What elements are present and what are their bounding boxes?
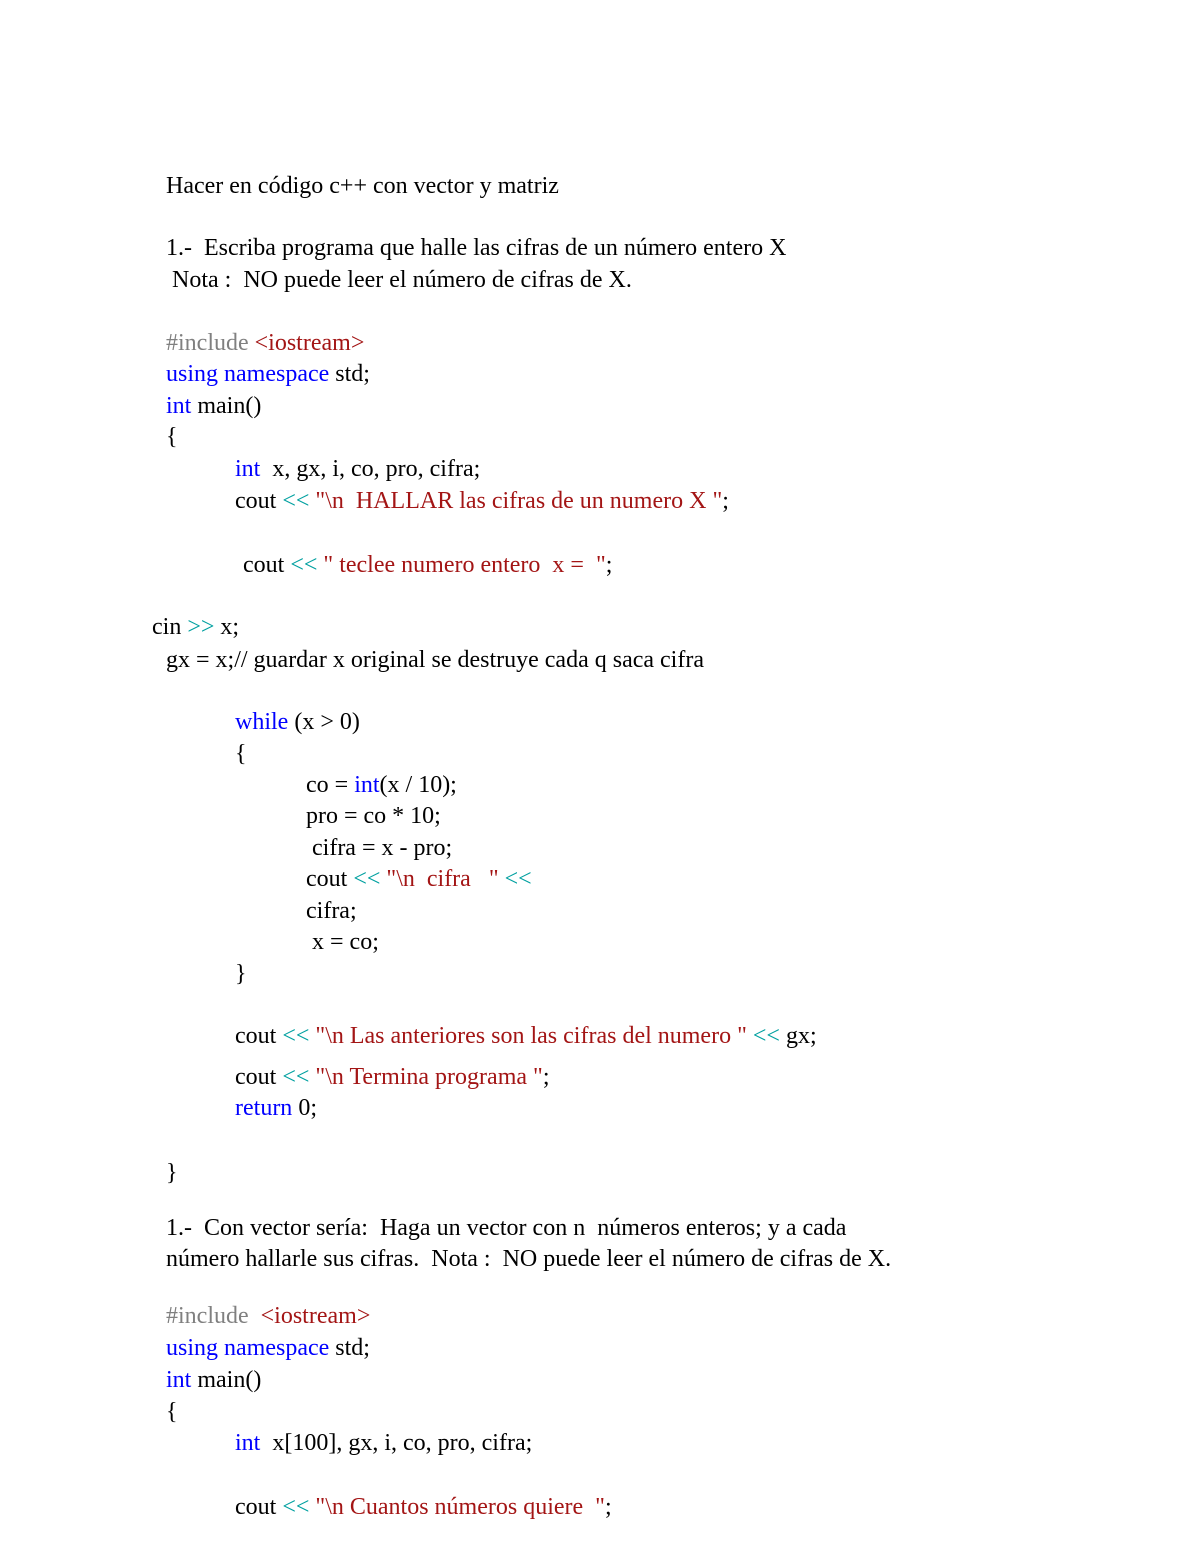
- keyword: while: [235, 709, 289, 735]
- operator: <<: [282, 1023, 310, 1049]
- code-text: (x / 10);: [379, 772, 457, 798]
- code-text: co =: [306, 772, 355, 798]
- doc-title: Hacer en código c++ con vector y matriz: [166, 173, 559, 199]
- code-line: [235, 707, 360, 737]
- code-text: main(): [191, 393, 262, 419]
- code-line: [235, 1021, 817, 1051]
- code-line: cifra = x - pro;: [306, 835, 453, 861]
- code-line: x = co;: [306, 929, 379, 955]
- code-line: [166, 328, 364, 358]
- code-line: [152, 612, 239, 642]
- code-line: [235, 486, 729, 516]
- code-text: x, gx, i, co, pro, cifra;: [260, 456, 481, 482]
- string-literal: "\n cifra ": [380, 866, 499, 892]
- operator: <<: [290, 552, 318, 578]
- code-line: gx = x;// guardar x original se destruye cada q saca cifra: [166, 647, 704, 673]
- code-text: ;: [722, 488, 729, 514]
- code-text: cout: [235, 1494, 283, 1520]
- keyword: using namespace: [166, 1335, 330, 1361]
- code-line: }: [235, 961, 247, 987]
- code-line: [235, 454, 480, 484]
- code-line: cifra;: [306, 898, 357, 924]
- exercise-1-note: Nota : NO puede leer el número de cifras de X.: [166, 267, 632, 293]
- keyword: int: [166, 393, 192, 419]
- string-literal: "\n Termina programa ": [309, 1064, 543, 1090]
- keyword: int: [354, 772, 380, 798]
- include-header: <iostream>: [254, 330, 365, 356]
- code-text: ;: [605, 552, 613, 578]
- code-line: [166, 391, 261, 421]
- code-line: [166, 1301, 370, 1331]
- code-line: {: [235, 741, 247, 767]
- preprocessor-directive: #include: [166, 330, 255, 356]
- code-line: [166, 1365, 261, 1395]
- keyword: return: [235, 1095, 293, 1121]
- code-line: pro = co * 10;: [306, 803, 441, 829]
- code-text: cout: [235, 1023, 283, 1049]
- exercise-1-statement: 1.- Escriba programa que halle las cifras de un número entero X: [166, 235, 787, 261]
- code-line: [235, 1492, 612, 1522]
- string-literal: "\n HALLAR las cifras de un numero X ": [309, 488, 723, 514]
- code-text: x;: [214, 614, 240, 640]
- code-line: [235, 1428, 532, 1458]
- code-line: {: [166, 1399, 178, 1425]
- code-line: [235, 1062, 549, 1092]
- operator: <<: [746, 1023, 780, 1049]
- code-text: ;: [604, 1494, 612, 1520]
- code-line: [166, 1333, 370, 1363]
- string-literal: "\n Las anteriores son las cifras del numero ": [309, 1023, 747, 1049]
- string-literal: "\n Cuantos números quiere ": [309, 1494, 605, 1520]
- code-line: [243, 550, 612, 580]
- code-text: cout: [306, 866, 354, 892]
- code-text: cin: [152, 614, 188, 640]
- code-text: ;: [542, 1064, 550, 1090]
- operator: <<: [282, 1494, 310, 1520]
- code-text: gx;: [779, 1023, 817, 1049]
- code-text: x[100], gx, i, co, pro, cifra;: [260, 1430, 533, 1456]
- exercise-2-statement: 1.- Con vector sería: Haga un vector con n números enteros; y a cada: [166, 1215, 847, 1241]
- include-header: <iostream>: [260, 1303, 371, 1329]
- operator: <<: [498, 866, 532, 892]
- code-line: {: [166, 424, 178, 450]
- code-text: cout: [235, 488, 283, 514]
- code-line: [306, 864, 532, 894]
- keyword: int: [235, 456, 261, 482]
- code-text: 0;: [292, 1095, 317, 1121]
- code-line: [306, 770, 457, 800]
- keyword: int: [235, 1430, 261, 1456]
- code-text: (x > 0): [288, 709, 360, 735]
- code-text: std;: [329, 361, 370, 387]
- keyword: using namespace: [166, 361, 330, 387]
- code-text: cout: [235, 1064, 283, 1090]
- code-text: std;: [329, 1335, 370, 1361]
- string-literal: " teclee numero entero x = ": [317, 552, 606, 578]
- code-line: }: [166, 1160, 178, 1186]
- operator: <<: [282, 488, 310, 514]
- operator: >>: [187, 614, 215, 640]
- keyword: int: [166, 1367, 192, 1393]
- code-line: [166, 359, 370, 389]
- code-text: cout: [243, 552, 291, 578]
- code-text: main(): [191, 1367, 262, 1393]
- exercise-2-statement-cont: número hallarle sus cifras. Nota : NO puede leer el número de cifras de X.: [166, 1246, 892, 1272]
- operator: <<: [353, 866, 381, 892]
- preprocessor-directive: #include: [166, 1303, 261, 1329]
- operator: <<: [282, 1064, 310, 1090]
- code-line: [235, 1093, 317, 1123]
